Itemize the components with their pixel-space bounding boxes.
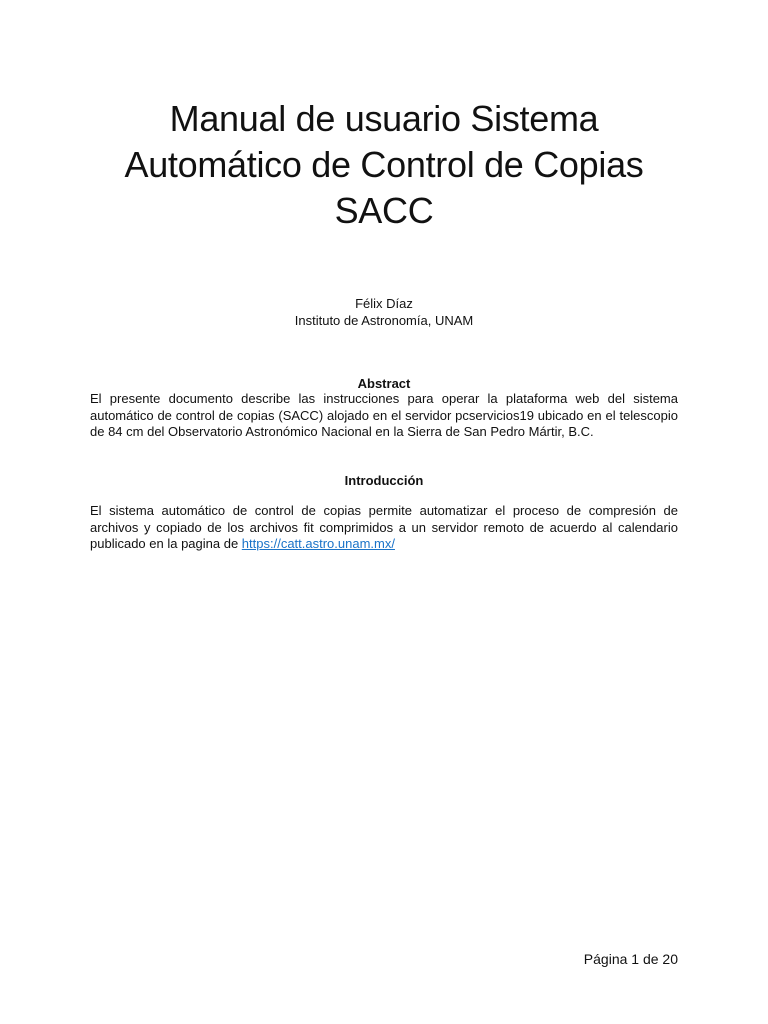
abstract-paragraph: El presente documento describe las instrucciones para operar la plataforma web del sistema automático de control de copias (SACC) alojado en el servidor pcservicios19 ubicado en el telescopio de 84 cm del Observatorio Astronómico Nacional en la Sierra de San Pedro Mártir, B.C. [90,391,678,439]
page-number: Página 1 de 20 [583,951,678,967]
document-title: Manual de usuario Sistema Automático de Control de Copias SACC [124,98,644,231]
introduction-paragraph [90,503,678,553]
abstract-heading: Abstract [357,376,411,391]
catt-website-link[interactable]: https://catt.astro.unam.mx/ [241,536,395,551]
introduction-text: El sistema automático de control de copias permite automatizar el proceso de compresión de archivos y copiado de los archivos fit comprimidos a un servidor remoto de acuerdo al calendario publicado en la pagina de [90,503,678,551]
author-block [90,295,678,329]
author-affiliation: Instituto de Astronomía, UNAM [294,313,474,328]
author-name: Félix Díaz [355,296,413,311]
introduction-heading: Introducción [344,473,424,488]
